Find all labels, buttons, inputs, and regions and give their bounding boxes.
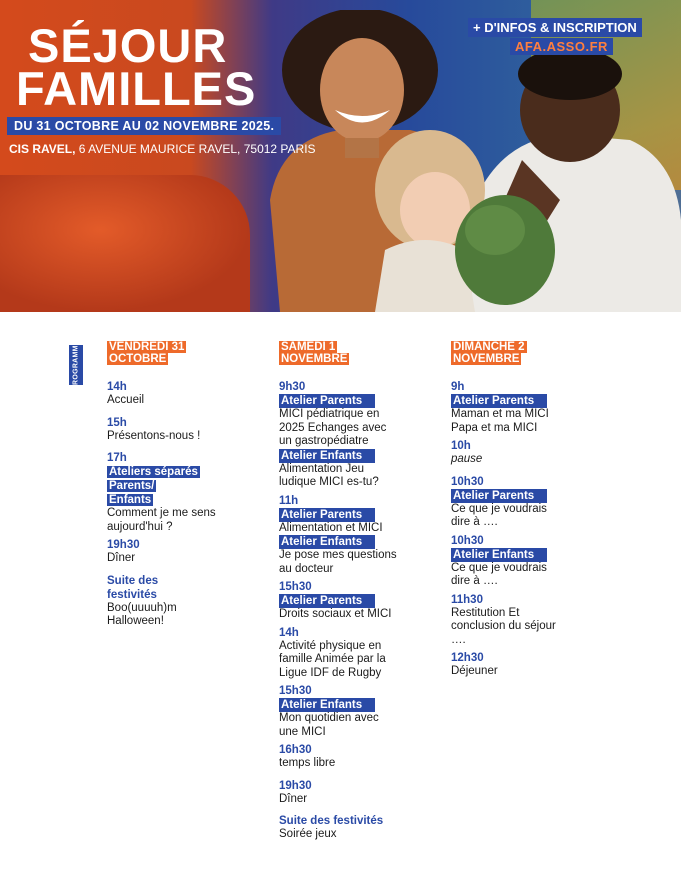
title-line-2: FAMILLES [16, 62, 257, 115]
saturday-column [279, 341, 444, 842]
friday-column [107, 341, 272, 629]
time-label: 15h30 [279, 685, 312, 697]
workshop-tag-text: Atelier Enfants [279, 449, 375, 463]
workshop-tag [279, 698, 444, 712]
activity-text: Ce que je voudrais dire à …. [451, 502, 547, 528]
activity-text: Je pose mes questions au docteur [279, 549, 397, 575]
festivities-label: Suite des festivités [279, 815, 384, 827]
armchair-image [0, 175, 250, 312]
workshop-tag-text: Atelier Enfants [279, 698, 375, 712]
day-heading-line: VENDREDI 31 [109, 341, 185, 353]
time-label: 19h30 [107, 539, 140, 551]
day-heading-line: DIMANCHE 2 [453, 341, 525, 353]
day-heading-saturday [279, 341, 444, 365]
workshop-tag [279, 594, 444, 608]
venue-address: 6 AVENUE MAURICE RAVEL, 75012 PARIS [75, 142, 316, 156]
title-line-1: SÉJOUR [28, 19, 228, 72]
time-label: 15h [107, 416, 127, 429]
activity-text: Dîner [279, 792, 308, 805]
workshop-tag-text: Enfants [109, 494, 152, 506]
workshop-tag-text: Atelier Enfants [279, 535, 375, 549]
time-label: 14h [279, 626, 299, 639]
activity-text: Ce que je voudrais dire à …. [451, 561, 547, 587]
activity-text: Restitution Et conclusion du séjour …. [451, 606, 556, 646]
workshop-tag-text: Atelier Parents [279, 394, 375, 408]
workshop-tag [451, 489, 616, 503]
festivities-label: festivités [107, 588, 157, 601]
workshop-tag [279, 449, 444, 463]
time-label: 17h [107, 452, 127, 464]
time-label: 11h [279, 494, 299, 507]
workshop-tag-text: Atelier Parents [279, 508, 375, 522]
workshop-tag [107, 465, 272, 479]
website-link[interactable]: AFA.ASSO.FR [510, 38, 613, 55]
venue-name: CIS RAVEL, [9, 142, 76, 156]
info-label: + D'INFOS & INSCRIPTION [468, 18, 642, 37]
workshop-tag-text: Atelier Enfants [451, 548, 547, 562]
activity-text: Maman et ma MICI [451, 408, 549, 420]
workshop-tag-text: Atelier Parents [279, 594, 375, 608]
programme-label: PROGRAMME [69, 345, 83, 385]
activity-text: Déjeuner [451, 665, 498, 677]
time-label: 9h30 [279, 381, 306, 393]
activity-text: Dîner [107, 552, 136, 564]
time-label: 19h30 [279, 779, 312, 792]
day-heading-friday [107, 341, 272, 365]
time-label: 9h [451, 381, 465, 393]
activity-text: Boo(uuuuh)m Halloween! [107, 601, 177, 627]
time-label: 15h30 [279, 581, 312, 593]
child-photo [365, 120, 555, 312]
workshop-tag [279, 508, 444, 522]
event-venue [9, 142, 316, 156]
workshop-tag [451, 394, 616, 408]
activity-text: pause [451, 453, 483, 465]
workshop-tag-text: Atelier Parents [451, 489, 547, 503]
activity-text: Alimentation Jeu ludique MICI es-tu? [279, 462, 379, 488]
activity-text: Activité physique en famille Animée par la Ligue IDF de Rugby [279, 639, 386, 679]
day-heading-line: NOVEMBRE [453, 353, 520, 365]
activity-text: Accueil [107, 394, 145, 406]
workshop-tag [451, 548, 616, 562]
day-heading-line: SAMEDI 1 [281, 341, 336, 353]
workshop-tag [279, 394, 444, 408]
event-dates: DU 31 OCTOBRE AU 02 NOVEMBRE 2025. [7, 117, 281, 135]
workshop-tag-text: Parents/ [109, 480, 155, 492]
day-heading-line: NOVEMBRE [281, 353, 348, 365]
activity-text: Droits sociaux et MICI [279, 608, 392, 620]
activity-text: temps libre [279, 757, 336, 769]
activity-text: Comment je me sens aujourd'hui ? [107, 507, 216, 533]
event-title [16, 19, 257, 115]
time-label: 12h30 [451, 652, 484, 664]
time-label: 10h [451, 440, 471, 452]
activity-text: Présentons-nous ! [107, 429, 201, 442]
workshop-tag-text: Ateliers séparés [109, 466, 198, 478]
workshop-tag [107, 493, 272, 507]
time-label: 11h30 [451, 593, 483, 606]
time-label: 10h30 [451, 475, 484, 488]
hero-banner [0, 0, 681, 312]
activity-text: Papa et ma MICI [451, 421, 538, 434]
day-heading-line: OCTOBRE [109, 353, 167, 365]
activity-text: MICI pédiatrique en 2025 Echanges avec un gastropédiatre [279, 408, 387, 447]
festivities-label: Suite des [107, 574, 159, 587]
day-heading-sunday [451, 341, 616, 365]
activity-text: Alimentation et MICI [279, 521, 383, 534]
sunday-column [451, 341, 616, 679]
time-label: 16h30 [279, 744, 312, 756]
time-label: 14h [107, 381, 127, 393]
activity-text: Soirée jeux [279, 828, 337, 840]
workshop-tag-text: Atelier Parents [451, 394, 547, 408]
activity-text: Mon quotidien avec une MICI [279, 712, 379, 738]
info-box [468, 18, 642, 56]
workshop-tag [107, 479, 272, 493]
workshop-tag [279, 535, 444, 549]
time-label: 10h30 [451, 534, 484, 547]
